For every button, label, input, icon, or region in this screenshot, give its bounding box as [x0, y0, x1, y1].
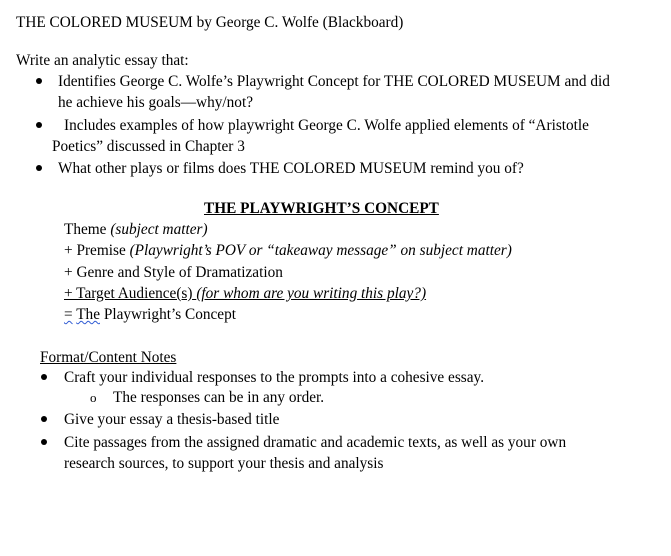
document-title: THE COLORED MUSEUM by George C. Wolfe (Blackboard)	[16, 14, 404, 31]
format-item-3-line2: research sources, to support your thesis and analysis	[64, 455, 384, 472]
format-item-1: Craft your individual responses to the prompts into a cohesive essay.	[64, 369, 485, 386]
bullet-icon	[41, 439, 47, 445]
format-sub-item: The responses can be in any order.	[113, 389, 325, 406]
concept-result	[64, 306, 236, 324]
format-item-3-line1: Cite passages from the assigned dramatic and academic texts, as well as your own	[64, 434, 567, 451]
concept-genre: + Genre and Style of Dramatization	[64, 264, 283, 281]
bullet-icon	[36, 165, 42, 171]
concept-theme	[64, 221, 208, 239]
hollow-bullet-icon: o	[90, 390, 97, 405]
concept-theme-note: (subject matter)	[110, 221, 208, 238]
concept-result-the: The	[76, 306, 100, 323]
concept-result-rest: Playwright’s Concept	[103, 306, 236, 323]
bullet-icon	[36, 78, 42, 84]
bullet-icon	[41, 416, 47, 422]
essay-point-1-line2: he achieve his goals—why/not?	[58, 94, 253, 111]
bullet-icon	[41, 374, 47, 380]
essay-point-2-line2: Poetics” discussed in Chapter 3	[52, 138, 245, 155]
concept-premise-note: (Playwright’s POV or “takeaway message” on subject matter)	[129, 242, 512, 259]
concept-audience-label: + Target Audience(s)	[64, 285, 193, 302]
concept-audience-note: (for whom are you writing this play?)	[196, 285, 427, 302]
format-heading: Format/Content Notes	[40, 349, 177, 366]
concept-theme-label: Theme	[64, 221, 107, 238]
concept-audience	[64, 285, 426, 303]
concept-result-eq: =	[64, 306, 73, 323]
bullet-icon	[36, 122, 42, 128]
concept-premise	[64, 242, 512, 260]
concept-premise-label: + Premise	[64, 242, 126, 259]
essay-point-3-line1: What other plays or films does THE COLORED MUSEUM remind you of?	[58, 160, 524, 177]
essay-intro: Write an analytic essay that:	[16, 52, 189, 69]
concept-heading: THE PLAYWRIGHT’S CONCEPT	[204, 200, 439, 217]
format-item-2: Give your essay a thesis-based title	[64, 411, 280, 428]
essay-point-2-line1: Includes examples of how playwright George C. Wolfe applied elements of “Aristotle	[64, 117, 589, 134]
essay-point-1-line1: Identifies George C. Wolfe’s Playwright Concept for THE COLORED MUSEUM and did	[58, 73, 610, 90]
